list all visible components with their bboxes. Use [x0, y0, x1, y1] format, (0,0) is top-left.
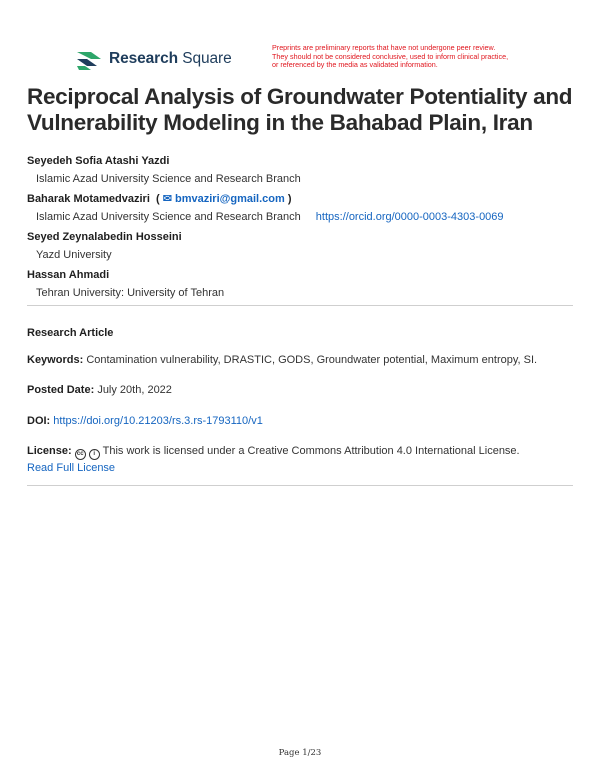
disclaimer-line: or referenced by the media as validated information.: [272, 60, 438, 70]
page-number: Page 1/23: [278, 748, 322, 758]
section-divider: [27, 305, 573, 306]
disclaimer-line: Preprints are preliminary reports that have not undergone peer review.: [272, 43, 496, 52]
author-name: Seyedeh Sofia Atashi Yazdi: [27, 155, 170, 167]
posted-date-label: Posted Date:: [27, 384, 95, 396]
email-link[interactable]: [163, 193, 285, 205]
logo-word-research: Research: [109, 50, 178, 67]
keywords: [27, 352, 573, 368]
author-affiliation: Yazd University: [36, 249, 112, 261]
author-affiliation: Tehran University: University of Tehran: [36, 287, 225, 299]
author-name: Seyed Zeynalabedin Hosseini: [27, 231, 182, 243]
article-type-label: Research Article: [27, 327, 114, 339]
author-affiliation: [27, 210, 577, 230]
logo-text: [109, 50, 232, 68]
envelope-icon: ✉: [162, 193, 172, 205]
license-label: License:: [27, 445, 72, 457]
affiliation-text: Islamic Azad University Science and Research Branch: [36, 211, 301, 223]
license: [27, 443, 573, 476]
author-list: [27, 154, 577, 306]
email-address: bmvaziri@gmail.com: [175, 193, 285, 205]
logo-mark-icon: [75, 47, 103, 71]
read-full-license-link[interactable]: Read Full License: [27, 462, 116, 474]
author-name: Baharak Motamedvaziri: [27, 193, 150, 205]
preprint-header: [0, 0, 600, 80]
by-icon: i: [89, 449, 100, 460]
cc-icon: cc: [75, 449, 86, 460]
orcid-link[interactable]: https://orcid.org/0000-0003-4303-0069: [315, 211, 504, 223]
doi-label: DOI:: [27, 415, 51, 427]
keywords-value: Contamination vulnerability, DRASTIC, GODS, Groundwater potential, Maximum entropy, SI.: [86, 354, 538, 366]
preprint-disclaimer: [272, 44, 542, 70]
keywords-label: Keywords:: [27, 354, 84, 366]
posted-date-value: July 20th, 2022: [97, 384, 172, 396]
doi: [27, 413, 573, 429]
article-type: [27, 325, 573, 341]
author-name: Hassan Ahmadi: [27, 269, 110, 281]
research-square-logo[interactable]: [75, 47, 232, 71]
disclaimer-line: They should not be considered conclusive, used to inform clinical practice,: [272, 51, 509, 61]
author-affiliation: Islamic Azad University Science and Research Branch: [36, 173, 301, 185]
author-name-corresponding: Baharak Motamedvaziri ( ✉ bmvaziri@gmail.com ): [27, 193, 292, 205]
posted-date: [27, 382, 573, 398]
logo-word-square: Square: [182, 50, 232, 67]
license-text: This work is licensed under a Creative Commons Attribution 4.0 International License.: [102, 445, 520, 457]
doi-link[interactable]: https://doi.org/10.21203/rs.3.rs-1793110/v1: [53, 415, 263, 427]
paper-title: Reciprocal Analysis of Groundwater Potentiality and Vulnerability Modeling in the Bahabad Plain, Iran: [27, 84, 573, 135]
section-divider: [27, 485, 573, 486]
